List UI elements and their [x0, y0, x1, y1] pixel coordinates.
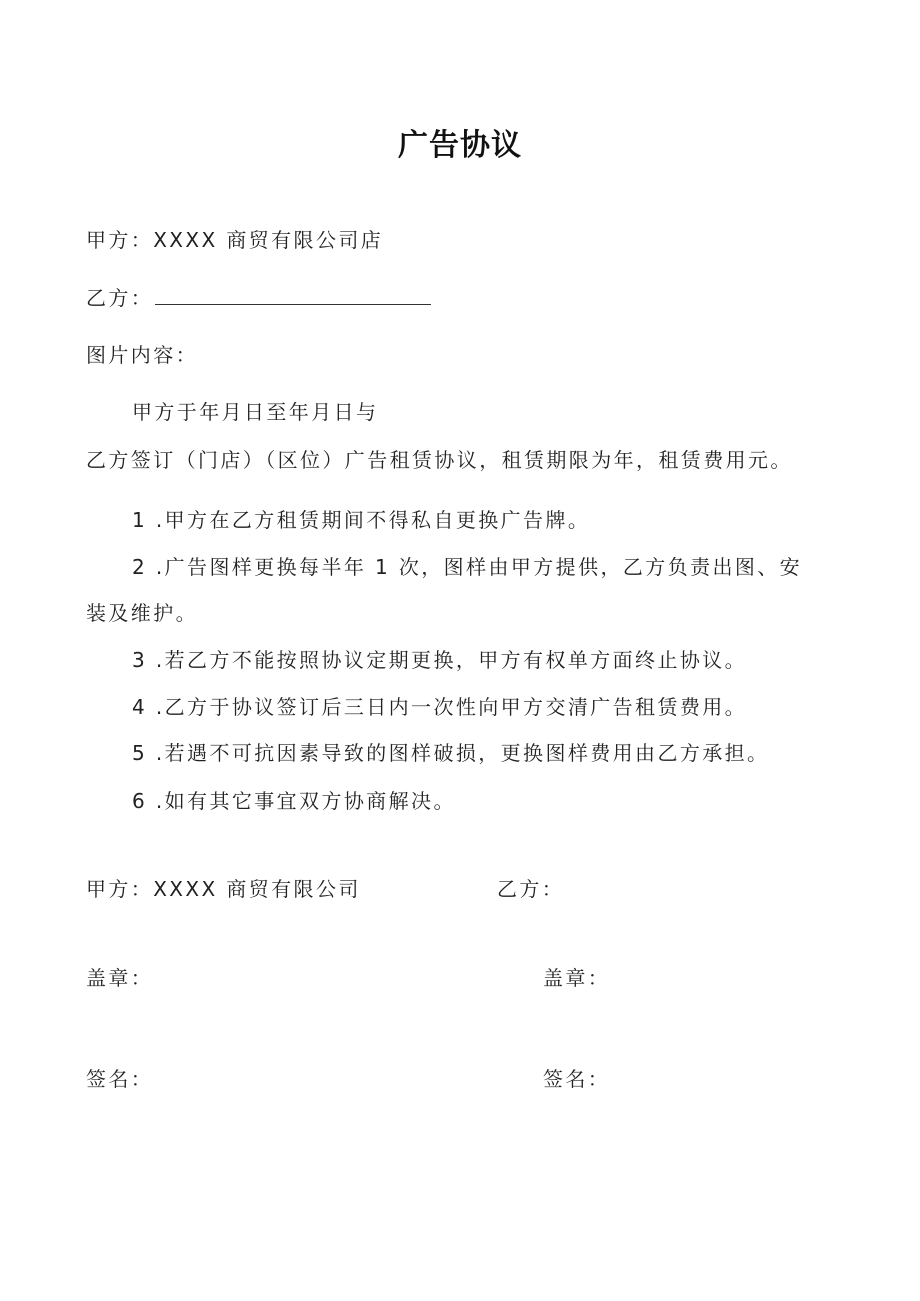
signature-party-b: 乙方： — [497, 877, 565, 901]
sign-label-b: 签名： — [543, 1067, 611, 1091]
party-b-blank — [155, 286, 431, 305]
clause-2: 2 .广告图样更换每半年 1 次，图样由甲方提供，乙方负责出图、安 — [132, 555, 803, 579]
clause-6: 6 .如有其它事宜双方协商解决。 — [132, 789, 456, 813]
clause-2-continued: 装及维护。 — [86, 601, 198, 625]
party-b-label: 乙方： — [86, 286, 154, 310]
seal-label-a: 盖章： — [86, 966, 154, 990]
intro-line-2: 乙方签订（门店）（区位）广告租赁协议，租赁期限为年，租赁费用元。 — [86, 448, 793, 472]
clause-5: 5 .若遇不可抗因素导致的图样破损，更换图样费用由乙方承担。 — [132, 741, 770, 765]
clause-1: 1 .甲方在乙方租赁期间不得私自更换广告牌。 — [132, 508, 591, 532]
party-a-line: 甲方：XXXX 商贸有限公司店 — [86, 228, 384, 252]
signature-party-a: 甲方：XXXX 商贸有限公司 — [86, 877, 361, 901]
intro-line-1: 甲方于年月日至年月日与 — [132, 400, 379, 424]
party-b-line — [86, 284, 431, 312]
clause-4: 4 .乙方于协议签订后三日内一次性向甲方交清广告租赁费用。 — [132, 695, 748, 719]
document-title: 广告协议 — [398, 128, 522, 163]
clause-3: 3 .若乙方不能按照协议定期更换，甲方有权单方面终止协议。 — [132, 648, 748, 672]
sign-label-a: 签名： — [86, 1067, 154, 1091]
image-content-label: 图片内容： — [86, 343, 198, 367]
seal-label-b: 盖章： — [543, 966, 611, 990]
